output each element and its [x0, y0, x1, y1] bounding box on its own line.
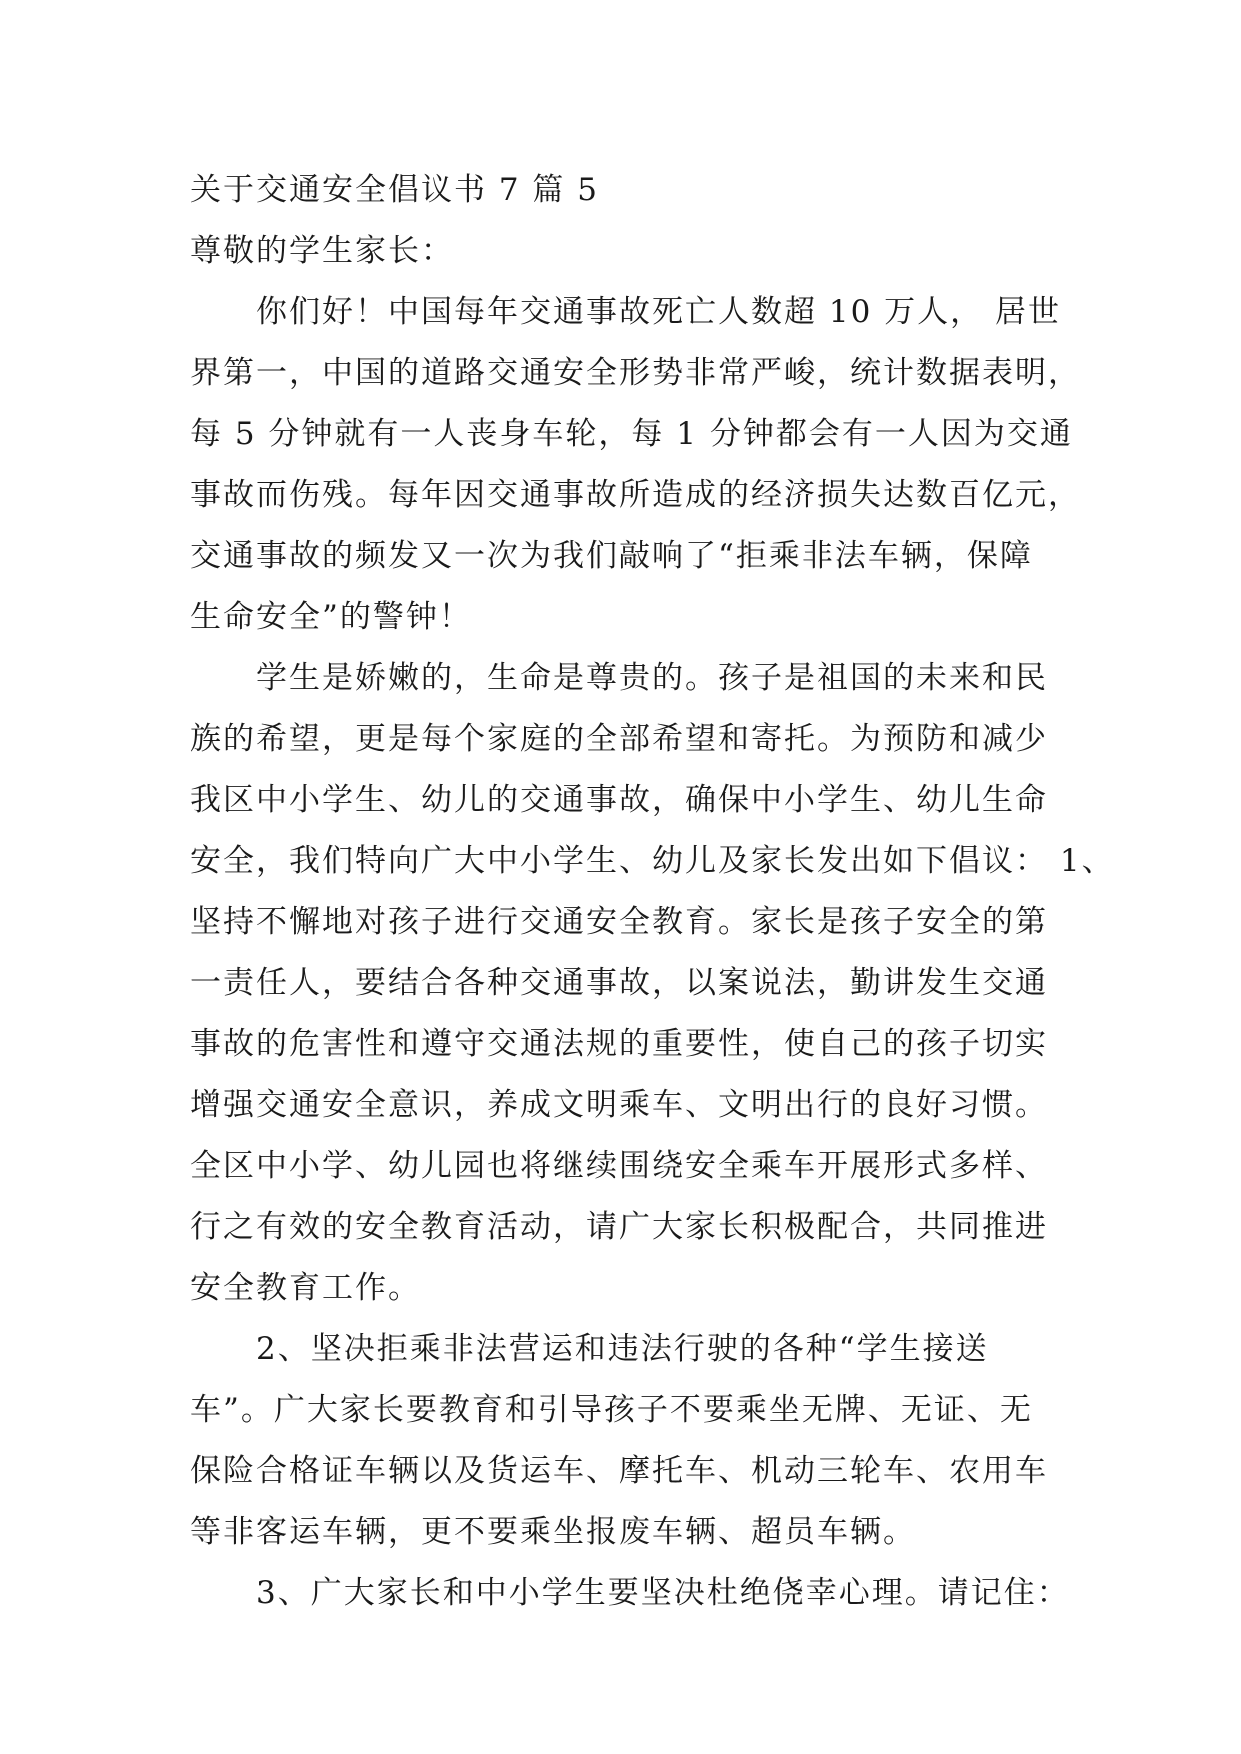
- text-line: 族的希望，更是每个家庭的全部希望和寄托。为预防和减少: [190, 721, 1048, 757]
- text-line: 安全，我们特向广大中小学生、幼儿及家长发出如下倡议： 1、: [190, 843, 1115, 879]
- text-line: 交通事故的频发又一次为我们敲响了“拒乘非法车辆，保障: [190, 538, 1033, 574]
- document-body: [190, 160, 1115, 1624]
- text-line: 你们好！中国每年交通事故死亡人数超 10 万人， 居世: [256, 294, 1062, 330]
- salutation: 尊敬的学生家长：: [190, 233, 454, 269]
- text-line: 全区中小学、幼儿园也将继续围绕安全乘车开展形式多样、: [190, 1148, 1048, 1184]
- text-line: 增强交通安全意识，养成文明乘车、文明出行的良好习惯。: [190, 1087, 1048, 1123]
- text-line: 行之有效的安全教育活动，请广大家长积极配合，共同推进: [190, 1209, 1048, 1245]
- text-line: 事故而伤残。每年因交通事故所造成的经济损失达数百亿元，: [190, 477, 1081, 513]
- text-line: 安全教育工作。: [190, 1270, 421, 1306]
- text-line: 一责任人，要结合各种交通事故，以案说法，勤讲发生交通: [190, 965, 1048, 1001]
- text-line: 等非客运车辆，更不要乘坐报废车辆、超员车辆。: [190, 1514, 916, 1550]
- text-line: 界第一，中国的道路交通安全形势非常严峻，统计数据表明，: [190, 355, 1081, 391]
- text-line: 生命安全”的警钟！: [190, 599, 472, 635]
- text-line: 保险合格证车辆以及货运车、摩托车、机动三轮车、农用车: [190, 1453, 1048, 1489]
- text-line: 车”。广大家长要教育和引导孩子不要乘坐无牌、无证、无: [190, 1392, 1033, 1428]
- document-title: 关于交通安全倡议书 7 篇 5: [190, 172, 600, 208]
- text-line: 3、广大家长和中小学生要坚决杜绝侥幸心理。请记住：: [256, 1575, 1070, 1611]
- text-line: 事故的危害性和遵守交通法规的重要性，使自己的孩子切实: [190, 1026, 1048, 1062]
- text-line: 学生是娇嫩的，生命是尊贵的。孩子是祖国的未来和民: [256, 660, 1048, 696]
- text-line: 每 5 分钟就有一人丧身车轮，每 1 分钟都会有一人因为交通: [190, 416, 1073, 452]
- text-line: 我区中小学生、幼儿的交通事故，确保中小学生、幼儿生命: [190, 782, 1048, 818]
- text-line: 坚持不懈地对孩子进行交通安全教育。家长是孩子安全的第: [190, 904, 1048, 940]
- text-line: 2、坚决拒乘非法营运和违法行驶的各种“学生接送: [256, 1331, 989, 1367]
